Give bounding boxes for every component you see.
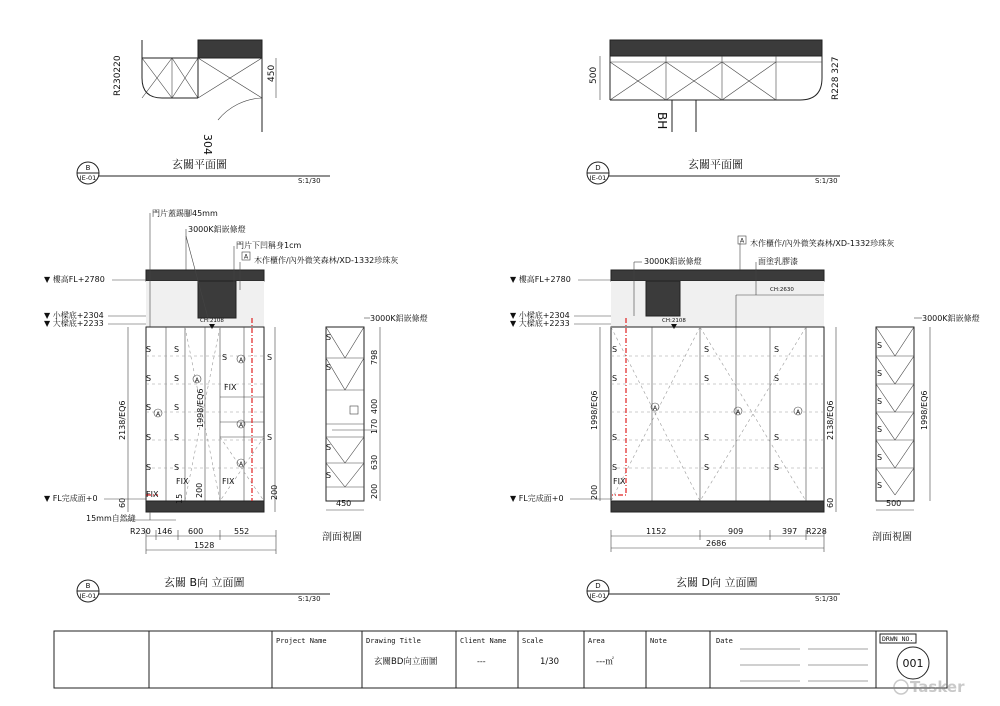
elev-b-s11: S <box>222 353 228 362</box>
elev-b-ch: CH:2108 <box>200 318 224 324</box>
title-block <box>54 631 947 688</box>
elev-b-a2 <box>193 375 201 384</box>
elev-d-fix: FIX <box>613 477 626 486</box>
elev-b-note-door-gap: 門片蓋踢腳45mm <box>152 209 218 218</box>
tb-client: --- <box>477 657 486 666</box>
svg-text:A: A <box>735 409 741 416</box>
elev-b-total-h: 2138/EQ6 <box>118 400 127 440</box>
elev-b-seam: 15mm自然縫 <box>86 514 136 523</box>
tb-area: ---㎡ <box>596 657 614 667</box>
elev-b-inner-h: 1998/EQ6 <box>196 388 205 428</box>
elev-b-total-w: 1528 <box>194 541 215 550</box>
elev-b-s6: S <box>174 345 180 354</box>
elev-b-level-ceiling: ▼ 樓高FL+2780 <box>44 275 105 284</box>
elev-b-fix4: FIX <box>146 490 159 499</box>
plan-right <box>589 40 841 132</box>
elev-b-note-recess: 門片下凹稱身1cm <box>236 241 302 250</box>
sec-b-s4: S <box>326 471 332 480</box>
elev-b-note-material: 木作櫃作/內外微笑森林/XD-1332珍珠灰 <box>254 256 399 265</box>
sec-d-h: 1998/EQ6 <box>920 390 929 430</box>
sec-b-dim-2: 400 <box>370 398 379 414</box>
elevation-b <box>118 270 279 512</box>
plan-right-title-text: 玄關平面圖 <box>688 158 743 171</box>
elev-d-note-paint: 面塗乳膠漆 <box>758 257 798 266</box>
elev-b-title <box>77 575 330 603</box>
svg-text:15: 15 <box>175 493 184 504</box>
elev-b-s9: S <box>174 433 180 442</box>
elev-d-s12: S <box>774 463 780 472</box>
elev-b-title-text: 玄關 B向 立面圖 <box>164 576 245 589</box>
sec-d-s2: S <box>877 369 883 378</box>
tb-scale: 1/30 <box>540 657 560 667</box>
plan-right-bh: BH <box>655 112 669 130</box>
plan-right-title <box>587 157 840 185</box>
tb-note-label: Note <box>650 637 667 645</box>
sec-b-dim-1: 798 <box>370 349 379 365</box>
elev-d-bottom-dim: 200 <box>590 484 599 500</box>
elev-b-fix2: FIX <box>176 477 189 486</box>
watermark-icon <box>894 680 908 694</box>
elev-d-s7: S <box>704 433 710 442</box>
tb-drawn-no: 001 <box>902 657 924 670</box>
elev-d-ch2: CH:2630 <box>770 287 794 293</box>
sec-b-title: 剖面視圖 <box>322 532 362 543</box>
elev-d-total-w: 2686 <box>706 539 727 548</box>
elev-d-s3: S <box>612 433 618 442</box>
elev-d-title <box>587 575 840 603</box>
tb-project-label: Project Name <box>276 637 327 645</box>
elev-d-section <box>872 313 980 543</box>
elev-b-section <box>322 313 428 543</box>
tb-drawn-label: DRWN NO. <box>882 635 914 643</box>
elev-d-level-ceiling: ▼ 樓高FL+2780 <box>510 275 571 284</box>
elev-b-level-small-beam: ▼ 小樑底+2304 <box>44 311 104 320</box>
elev-d-a2 <box>734 407 742 416</box>
sec-d-s4: S <box>877 425 883 434</box>
svg-text:A: A <box>238 357 244 364</box>
elev-b-s7: S <box>174 374 180 383</box>
elev-d-level-floor: ▼ FL完成面+0 <box>510 494 564 503</box>
svg-text:A: A <box>155 411 161 418</box>
sec-d-s6: S <box>877 481 883 490</box>
elev-b-tag-bottom: IE-01 <box>79 592 97 600</box>
elev-b-fix3: FIX <box>222 477 235 486</box>
elev-d-a3 <box>794 407 802 416</box>
tb-area-label: Area <box>588 637 605 645</box>
sec-b-width: 450 <box>336 499 352 508</box>
sec-d-s1: S <box>877 341 883 350</box>
elev-b-s10: S <box>174 463 180 472</box>
plan-left-door-label: 304 <box>201 134 214 155</box>
tb-client-label: Client Name <box>460 637 507 645</box>
elev-b-bottom-dim: 200 <box>195 482 204 498</box>
watermark <box>894 678 965 696</box>
elev-d-s8: S <box>704 463 710 472</box>
elev-d-dim-397: 397 <box>782 527 798 536</box>
tb-scale-label: Scale <box>522 637 544 645</box>
elev-d-dim-r: R228 <box>806 527 827 536</box>
elev-b-fix1: FIX <box>224 383 237 392</box>
elev-b-s5: S <box>146 463 152 472</box>
elev-d-s2: S <box>612 374 618 383</box>
elev-d-dim-1152: 1152 <box>646 527 667 536</box>
elev-b-dim-552: 552 <box>234 527 250 536</box>
elev-b-s13: S <box>267 433 273 442</box>
elev-b-s4: S <box>146 433 152 442</box>
sec-b-dim-4: 630 <box>370 454 379 470</box>
elev-d-s5: S <box>704 345 710 354</box>
elev-b-material-tag: A <box>243 253 249 261</box>
plan-right-scale: S:1/30 <box>815 177 838 185</box>
svg-text:A: A <box>652 405 658 412</box>
plan-left-title <box>77 157 330 185</box>
tb-drawing-title: 玄關BD向立面圖 <box>374 657 438 667</box>
elev-b-s1: S <box>146 345 152 354</box>
elev-d-inner-h: 1998/EQ6 <box>590 390 599 430</box>
sec-b-dim-3: 170 <box>370 418 379 434</box>
sec-b-s1: S <box>326 333 332 342</box>
elev-b-dim-600: 600 <box>188 527 204 536</box>
elev-b-section-light: 3000K鋁嵌條燈 <box>370 314 428 323</box>
elev-d-s1: S <box>612 345 618 354</box>
elev-d-tag-bottom: IE-01 <box>589 592 607 600</box>
elev-d-level-small-beam: ▼ 小樑底+2304 <box>510 311 570 320</box>
elev-b-dim-r: R230 <box>130 527 151 536</box>
sec-d-title: 剖面視圖 <box>872 532 912 543</box>
plan-left-tag-bottom: IE-01 <box>79 174 97 182</box>
svg-text:A: A <box>238 422 244 429</box>
elev-d-section-light: 3000K鋁嵌條燈 <box>922 314 980 323</box>
elev-b-s12: S <box>267 353 273 362</box>
elev-d-level-big-beam: ▼ 大樑底+2233 <box>510 319 570 328</box>
elev-d-note-light: 3000K鋁嵌條燈 <box>644 257 702 266</box>
elevation-d <box>590 270 836 512</box>
plan-left-radius: R230220 <box>113 55 123 96</box>
elev-d-base: 60 <box>826 497 835 508</box>
elev-b-right-200: 200 <box>270 484 279 500</box>
plan-right-height: 500 <box>589 66 599 84</box>
elev-d-s9: S <box>774 345 780 354</box>
elev-d-scale: S:1/30 <box>815 595 838 603</box>
elev-d-note-material: 木作櫃作/內外微笑森林/XD-1332珍珠灰 <box>750 239 895 248</box>
elev-d-a1 <box>651 403 659 412</box>
elev-d-dim-909: 909 <box>728 527 744 536</box>
watermark-text: Tasker <box>910 678 965 696</box>
elev-b-level-big-beam: ▼ 大樑底+2233 <box>44 319 104 328</box>
elev-b-tag-top: B <box>85 582 91 590</box>
elev-b-scale: S:1/30 <box>298 595 321 603</box>
elev-b-s3: S <box>146 403 152 412</box>
svg-text:A: A <box>194 377 200 384</box>
elev-d-total-h: 2138/EQ6 <box>826 400 835 440</box>
elev-d-title-text: 玄關 D向 立面圖 <box>676 576 758 589</box>
elev-d-tag-top: D <box>595 582 601 590</box>
plan-left-tag-top: B <box>85 164 91 172</box>
sec-b-dim-5: 200 <box>370 483 379 499</box>
plan-right-radius: R228 327 <box>831 56 841 100</box>
plan-left-scale: S:1/30 <box>298 177 321 185</box>
svg-text:A: A <box>795 409 801 416</box>
tb-date-label: Date <box>716 637 733 645</box>
elev-d-ch1: CH:2108 <box>662 318 686 324</box>
sec-d-s5: S <box>877 453 883 462</box>
elev-b-s2: S <box>146 374 152 383</box>
elev-d-material-tag: A <box>739 237 745 245</box>
elev-d-s11: S <box>774 433 780 442</box>
plan-right-tag-top: D <box>595 164 601 172</box>
elev-b-note-light: 3000K鋁嵌條燈 <box>188 225 246 234</box>
elev-d-s6: S <box>704 374 710 383</box>
elev-b-a1 <box>154 409 162 418</box>
elev-d-s10: S <box>774 374 780 383</box>
elev-b-level-floor: ▼ FL完成面+0 <box>44 494 98 503</box>
elev-d-s4: S <box>612 463 618 472</box>
plan-left-height: 450 <box>267 64 277 82</box>
sec-b-s3: S <box>326 443 332 452</box>
sec-b-s2: S <box>326 363 332 372</box>
plan-right-tag-bottom: IE-01 <box>589 174 607 182</box>
svg-text:A: A <box>238 461 244 468</box>
elev-b-dim-146: 146 <box>157 527 173 536</box>
sec-d-s3: S <box>877 397 883 406</box>
plan-left-title-text: 玄關平面圖 <box>172 158 227 171</box>
elev-b-s8: S <box>174 403 180 412</box>
plan-left <box>113 40 277 155</box>
elev-b-base: 60 <box>118 497 127 508</box>
tb-drawing-title-label: Drawing Title <box>366 637 421 645</box>
sec-d-width: 500 <box>886 499 902 508</box>
